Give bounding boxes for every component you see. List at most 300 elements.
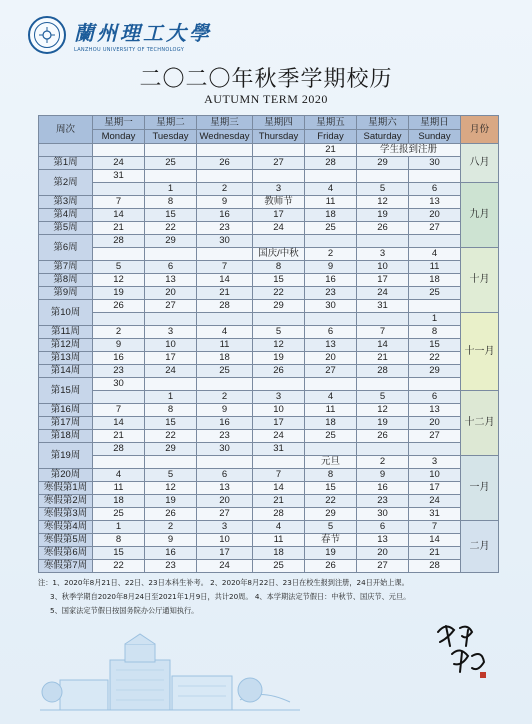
day-cell: [197, 456, 253, 469]
day-cell: 27: [409, 222, 461, 235]
day-cell: 19: [357, 417, 409, 430]
day-cell: 31: [93, 170, 145, 183]
day-cell: 22: [145, 430, 197, 443]
day-cell: 20: [197, 495, 253, 508]
month-label: 二月: [461, 521, 499, 573]
day-cell: 21: [305, 144, 357, 157]
day-cell: 21: [197, 287, 253, 300]
day-cell: 7: [253, 469, 305, 482]
day-cell: 17: [145, 352, 197, 365]
day-cell: 17: [253, 417, 305, 430]
day-header-cn: 星期日: [409, 116, 461, 130]
calendar-row: [39, 430, 499, 443]
day-cell: 2: [357, 456, 409, 469]
calendar-row: [39, 534, 499, 547]
week-label: 第17周: [39, 417, 93, 430]
week-label: 第18周: [39, 430, 93, 443]
day-cell: 22: [253, 287, 305, 300]
week-label: [39, 144, 93, 157]
day-cell: 18: [305, 209, 357, 222]
day-cell: 24: [409, 495, 461, 508]
day-cell: [409, 170, 461, 183]
day-cell: 29: [357, 157, 409, 170]
day-cell: 8: [93, 534, 145, 547]
calendar-row: [39, 248, 499, 261]
calendar-row: [39, 495, 499, 508]
handwritten-signature: [432, 616, 502, 680]
week-label: 第16周: [39, 404, 93, 417]
day-cell: [253, 456, 305, 469]
week-label: 寒假第1周: [39, 482, 93, 495]
day-cell: [145, 313, 197, 326]
day-cell: 3: [409, 456, 461, 469]
day-cell: 14: [409, 534, 461, 547]
calendar-row: [39, 235, 499, 248]
footnote-line: 3、秋季学期自2020年8月24日至2021年1月9日，共计20周。 4、本学期法定节假日：中秋节、国庆节、元旦。: [50, 592, 411, 601]
day-cell: 24: [145, 365, 197, 378]
day-cell: 28: [305, 157, 357, 170]
day-cell: 31: [409, 508, 461, 521]
day-cell: 30: [197, 235, 253, 248]
day-cell: 11: [409, 261, 461, 274]
day-cell: 12: [253, 339, 305, 352]
day-cell: 10: [357, 261, 409, 274]
day-cell: 2: [197, 183, 253, 196]
day-cell: 23: [197, 430, 253, 443]
day-cell: 8: [409, 326, 461, 339]
day-cell: 27: [305, 365, 357, 378]
day-cell: 27: [409, 430, 461, 443]
day-cell: 2: [93, 326, 145, 339]
day-cell: 3: [145, 326, 197, 339]
seal-emblem-icon: [35, 23, 59, 47]
calendar-row: [39, 209, 499, 222]
day-cell: [93, 391, 145, 404]
day-cell: [253, 144, 305, 157]
day-cell: 26: [253, 365, 305, 378]
day-cell: 19: [93, 287, 145, 300]
calendar-row: [39, 326, 499, 339]
calendar-row: [39, 183, 499, 196]
day-cell: 学生报到注册: [357, 144, 461, 157]
day-cell: 25: [305, 430, 357, 443]
calendar-row: [39, 339, 499, 352]
day-cell: [145, 170, 197, 183]
day-cell: 13: [305, 339, 357, 352]
day-cell: 8: [145, 404, 197, 417]
day-cell: 13: [145, 274, 197, 287]
day-cell: 7: [197, 261, 253, 274]
day-cell: 11: [253, 534, 305, 547]
day-cell: 10: [145, 339, 197, 352]
day-cell: 29: [145, 443, 197, 456]
day-cell: 教师节: [253, 196, 305, 209]
day-cell: 20: [409, 417, 461, 430]
day-cell: [93, 183, 145, 196]
header-row-en: [39, 130, 499, 144]
day-cell: 26: [305, 560, 357, 573]
week-label: 第8周: [39, 274, 93, 287]
day-cell: 29: [305, 508, 357, 521]
day-cell: 25: [253, 560, 305, 573]
day-cell: 19: [253, 352, 305, 365]
week-label: 第10周: [39, 300, 93, 326]
day-cell: 24: [253, 430, 305, 443]
calendar-row: [39, 274, 499, 287]
day-cell: 14: [93, 417, 145, 430]
day-header-cn: 星期六: [357, 116, 409, 130]
week-label: 第6周: [39, 235, 93, 261]
day-cell: 14: [197, 274, 253, 287]
day-header-en: Saturday: [357, 130, 409, 144]
day-cell: 15: [145, 209, 197, 222]
calendar-table: [38, 115, 499, 573]
calendar-row: [39, 313, 499, 326]
day-cell: 25: [409, 287, 461, 300]
day-cell: 6: [305, 326, 357, 339]
header-row-cn: [39, 116, 499, 130]
day-cell: 12: [357, 404, 409, 417]
day-cell: [145, 456, 197, 469]
day-cell: 25: [145, 157, 197, 170]
day-cell: 21: [93, 222, 145, 235]
week-label: 第12周: [39, 339, 93, 352]
day-cell: 9: [197, 404, 253, 417]
day-cell: 10: [197, 534, 253, 547]
week-label: 第19周: [39, 443, 93, 469]
day-header-cn: 星期四: [253, 116, 305, 130]
day-cell: 18: [409, 274, 461, 287]
day-cell: 2: [197, 391, 253, 404]
day-cell: 5: [357, 183, 409, 196]
day-cell: 6: [145, 261, 197, 274]
month-label: 八月: [461, 144, 499, 183]
day-cell: 29: [145, 235, 197, 248]
day-cell: 6: [409, 183, 461, 196]
week-label: 寒假第5周: [39, 534, 93, 547]
calendar-row: [39, 157, 499, 170]
day-cell: [357, 443, 409, 456]
day-cell: [253, 313, 305, 326]
day-cell: 27: [357, 560, 409, 573]
day-cell: 元旦: [305, 456, 357, 469]
day-cell: 2: [305, 248, 357, 261]
day-cell: [357, 378, 409, 391]
day-cell: 4: [93, 469, 145, 482]
week-label: 寒假第7周: [39, 560, 93, 573]
day-cell: 30: [357, 508, 409, 521]
day-cell: 24: [197, 560, 253, 573]
day-cell: [409, 235, 461, 248]
calendar-row: [39, 287, 499, 300]
day-cell: 14: [253, 482, 305, 495]
day-cell: 26: [197, 157, 253, 170]
footnote-line: 5、国家法定节假日按国务院办公厅通知执行。: [50, 606, 199, 615]
day-cell: 27: [253, 157, 305, 170]
calendar-row: [39, 547, 499, 560]
calendar-row: [39, 482, 499, 495]
page-title: 二〇二〇年秋季学期校历: [139, 67, 393, 92]
day-cell: 30: [197, 443, 253, 456]
week-label: 第2周: [39, 170, 93, 196]
day-header-en: Tuesday: [145, 130, 197, 144]
day-cell: 1: [145, 183, 197, 196]
day-header-en: Friday: [305, 130, 357, 144]
day-cell: 16: [197, 417, 253, 430]
day-cell: [357, 235, 409, 248]
day-cell: 4: [409, 248, 461, 261]
day-cell: 15: [253, 274, 305, 287]
day-cell: 18: [93, 495, 145, 508]
day-cell: 26: [357, 222, 409, 235]
day-cell: [93, 456, 145, 469]
day-cell: 26: [93, 300, 145, 313]
day-cell: 25: [197, 365, 253, 378]
day-cell: 8: [145, 196, 197, 209]
calendar-row: [39, 521, 499, 534]
month-label: 十一月: [461, 313, 499, 391]
calendar-row: [39, 365, 499, 378]
day-cell: 28: [253, 508, 305, 521]
day-cell: [253, 378, 305, 391]
day-cell: [197, 144, 253, 157]
day-cell: 9: [145, 534, 197, 547]
page-subtitle: AUTUMN TERM 2020: [204, 92, 328, 106]
calendar-row: [39, 300, 499, 313]
day-cell: [93, 313, 145, 326]
day-cell: [197, 248, 253, 261]
day-cell: [253, 235, 305, 248]
day-cell: 7: [409, 521, 461, 534]
day-cell: [197, 170, 253, 183]
day-cell: 6: [197, 469, 253, 482]
day-cell: [145, 248, 197, 261]
day-cell: 25: [93, 508, 145, 521]
day-cell: 20: [305, 352, 357, 365]
calendar-row: [39, 560, 499, 573]
day-cell: 4: [305, 183, 357, 196]
week-column-header: 周次: [39, 116, 93, 144]
day-cell: 24: [357, 287, 409, 300]
week-label: 寒假第4周: [39, 521, 93, 534]
day-header-cn: 星期二: [145, 116, 197, 130]
calendar-row: [39, 404, 499, 417]
month-label: 十二月: [461, 391, 499, 456]
day-cell: 19: [357, 209, 409, 222]
day-cell: 28: [197, 300, 253, 313]
day-header-cn: 星期五: [305, 116, 357, 130]
day-cell: 1: [93, 521, 145, 534]
day-cell: 7: [93, 196, 145, 209]
day-cell: 13: [197, 482, 253, 495]
week-label: 寒假第6周: [39, 547, 93, 560]
day-cell: 18: [305, 417, 357, 430]
day-cell: 4: [197, 326, 253, 339]
day-cell: 15: [305, 482, 357, 495]
university-seal-icon: [28, 16, 66, 54]
day-cell: [305, 443, 357, 456]
day-cell: 11: [197, 339, 253, 352]
day-cell: 22: [305, 495, 357, 508]
day-cell: 8: [253, 261, 305, 274]
day-cell: 28: [93, 443, 145, 456]
day-cell: 6: [357, 521, 409, 534]
calendar-row: [39, 391, 499, 404]
day-cell: 21: [253, 495, 305, 508]
day-cell: 5: [253, 326, 305, 339]
day-header-en: Thursday: [253, 130, 305, 144]
day-cell: 23: [197, 222, 253, 235]
day-cell: 29: [253, 300, 305, 313]
day-cell: 16: [305, 274, 357, 287]
day-cell: 28: [93, 235, 145, 248]
university-header: [28, 16, 212, 54]
day-header-en: Monday: [93, 130, 145, 144]
day-cell: 22: [93, 560, 145, 573]
day-cell: 1: [145, 391, 197, 404]
day-cell: 10: [409, 469, 461, 482]
day-cell: 27: [145, 300, 197, 313]
day-cell: 26: [357, 430, 409, 443]
university-name-en: LANZHOU UNIVERSITY OF TECHNOLOGY: [74, 47, 185, 53]
day-cell: 4: [253, 521, 305, 534]
day-cell: [305, 170, 357, 183]
day-cell: 16: [357, 482, 409, 495]
calendar-row: [39, 170, 499, 183]
day-cell: [409, 378, 461, 391]
day-cell: 国庆/中秋: [253, 248, 305, 261]
day-cell: 28: [357, 365, 409, 378]
day-cell: 16: [93, 352, 145, 365]
day-cell: 3: [357, 248, 409, 261]
day-cell: 23: [305, 287, 357, 300]
footnotes: [38, 576, 508, 618]
week-label: 第15周: [39, 378, 93, 404]
day-cell: 15: [409, 339, 461, 352]
day-cell: 27: [197, 508, 253, 521]
day-cell: [409, 443, 461, 456]
day-header-en: Wednesday: [197, 130, 253, 144]
day-cell: 28: [409, 560, 461, 573]
footnote-line: 注：1、2020年8月21日、22日、23日本科生补考。 2、2020年8月22日、23日在校生报到注册，24日开始上课。: [38, 578, 409, 587]
day-cell: 20: [409, 209, 461, 222]
day-cell: 26: [145, 508, 197, 521]
calendar-row: [39, 443, 499, 456]
day-cell: 17: [409, 482, 461, 495]
day-cell: 6: [409, 391, 461, 404]
university-name-cn: 蘭州理工大學: [74, 21, 212, 45]
day-cell: 30: [409, 157, 461, 170]
week-label: 第4周: [39, 209, 93, 222]
calendar-row: [39, 144, 499, 157]
day-cell: 13: [357, 534, 409, 547]
day-cell: [145, 144, 197, 157]
campus-illustration: [40, 630, 300, 714]
day-cell: 17: [253, 209, 305, 222]
calendar-row: [39, 378, 499, 391]
day-cell: [305, 313, 357, 326]
day-cell: [305, 378, 357, 391]
day-cell: 3: [253, 183, 305, 196]
day-cell: [145, 378, 197, 391]
university-name: [74, 17, 212, 53]
day-cell: 17: [357, 274, 409, 287]
day-cell: 3: [253, 391, 305, 404]
month-label: 九月: [461, 183, 499, 248]
calendar-row: [39, 352, 499, 365]
week-label: 第7周: [39, 261, 93, 274]
day-cell: 15: [93, 547, 145, 560]
day-cell: 25: [305, 222, 357, 235]
day-cell: 19: [145, 495, 197, 508]
day-cell: 7: [357, 326, 409, 339]
day-cell: 19: [305, 547, 357, 560]
day-cell: 15: [145, 417, 197, 430]
day-cell: 12: [93, 274, 145, 287]
day-cell: 9: [93, 339, 145, 352]
day-cell: 12: [357, 196, 409, 209]
day-cell: 11: [305, 404, 357, 417]
day-cell: 18: [253, 547, 305, 560]
day-cell: 10: [253, 404, 305, 417]
day-cell: 11: [305, 196, 357, 209]
day-cell: 30: [93, 378, 145, 391]
day-cell: 12: [145, 482, 197, 495]
week-label: 寒假第3周: [39, 508, 93, 521]
day-cell: 16: [145, 547, 197, 560]
day-cell: 20: [357, 547, 409, 560]
day-cell: 22: [145, 222, 197, 235]
week-label: 第13周: [39, 352, 93, 365]
day-cell: [93, 144, 145, 157]
day-cell: 3: [197, 521, 253, 534]
day-cell: 9: [357, 469, 409, 482]
day-cell: 22: [409, 352, 461, 365]
calendar-row: [39, 222, 499, 235]
day-cell: 5: [93, 261, 145, 274]
day-cell: 24: [93, 157, 145, 170]
day-cell: 14: [93, 209, 145, 222]
day-cell: 23: [93, 365, 145, 378]
calendar-row: [39, 469, 499, 482]
day-cell: 9: [197, 196, 253, 209]
day-cell: [93, 248, 145, 261]
day-cell: [305, 235, 357, 248]
day-cell: 13: [409, 404, 461, 417]
day-cell: 5: [357, 391, 409, 404]
day-cell: 21: [409, 547, 461, 560]
day-cell: 24: [253, 222, 305, 235]
day-header-en: Sunday: [409, 130, 461, 144]
day-cell: [357, 313, 409, 326]
day-cell: 1: [409, 313, 461, 326]
week-label: 第11周: [39, 326, 93, 339]
day-cell: [197, 313, 253, 326]
day-cell: 11: [93, 482, 145, 495]
day-header-cn: 星期一: [93, 116, 145, 130]
week-label: 第3周: [39, 196, 93, 209]
week-label: 第14周: [39, 365, 93, 378]
calendar-row: [39, 196, 499, 209]
calendar-row: [39, 508, 499, 521]
day-cell: 9: [305, 261, 357, 274]
day-cell: 23: [145, 560, 197, 573]
calendar-body: [39, 144, 499, 573]
week-label: 第5周: [39, 222, 93, 235]
week-label: 第9周: [39, 287, 93, 300]
day-cell: 21: [93, 430, 145, 443]
day-cell: 16: [197, 209, 253, 222]
